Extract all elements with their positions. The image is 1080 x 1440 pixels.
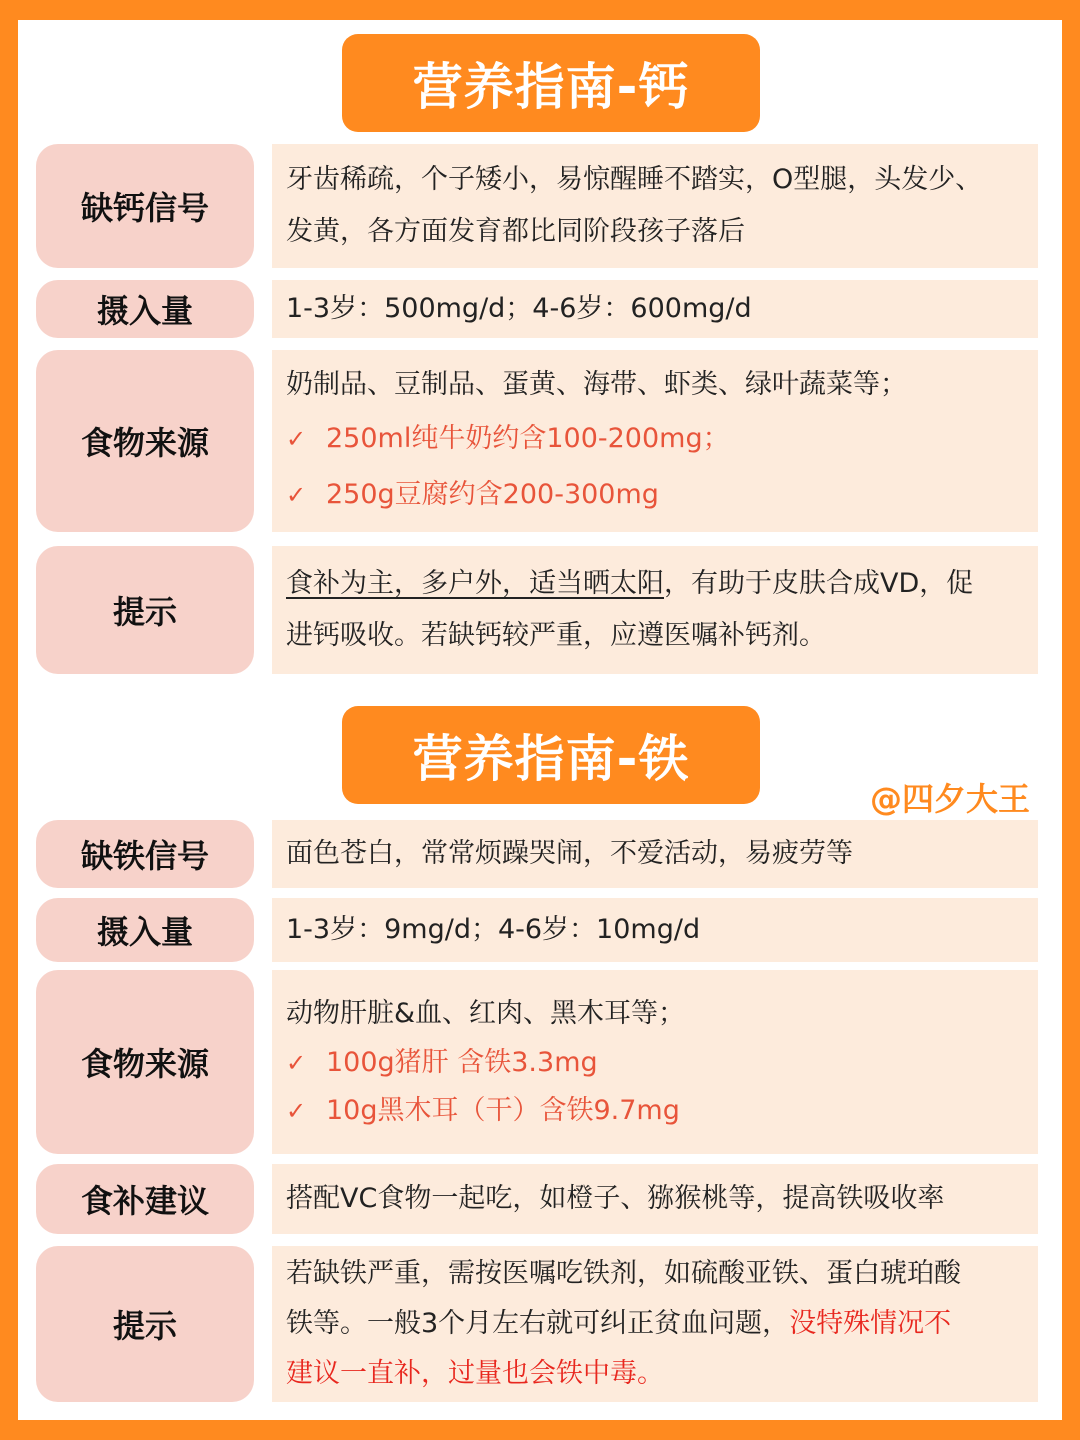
- calcium-food-label: 食物来源: [36, 350, 254, 532]
- calcium-signal-line-2: 发黄，各方面发育都比同阶段孩子落后: [286, 216, 745, 247]
- calcium-food-check-1: ✓ 250ml纯牛奶约含100-200mg；: [286, 411, 1024, 467]
- iron-food-content: [272, 970, 1038, 1154]
- iron-food-text: 动物肝脏&血、红肉、黑木耳等；: [286, 998, 686, 1029]
- calcium-intake-label: 摄入量: [36, 280, 254, 338]
- iron-intake-content: [272, 898, 1038, 962]
- check-icon: ✓: [286, 1049, 307, 1077]
- iron-food-label: 食物来源: [36, 970, 254, 1154]
- iron-intake-label: 摄入量: [36, 898, 254, 962]
- author-watermark: @四夕大王: [869, 780, 1030, 818]
- calcium-intake-content: [272, 280, 1038, 338]
- calcium-title: 营养指南-钙: [412, 58, 690, 116]
- iron-tip-warning-part-2: 建议一直补，过量也会铁中毒。: [286, 1358, 664, 1389]
- calcium-tip-content: [272, 546, 1038, 674]
- calcium-food-text: 奶制品、豆制品、蛋黄、海带、虾类、绿叶蔬菜等；: [286, 369, 907, 400]
- calcium-food-content: [272, 350, 1038, 532]
- calcium-tip-label: 提示: [36, 546, 254, 674]
- calcium-tip-line-1: 食补为主，多户外，适当晒太阳，有助于皮肤合成VD，促: [286, 568, 974, 599]
- check-icon: ✓: [286, 425, 307, 453]
- calcium-signal-content: [272, 144, 1038, 268]
- iron-title-badge: [342, 706, 760, 804]
- check-icon: ✓: [286, 481, 307, 509]
- calcium-signal-line-1: 牙齿稀疏，个子矮小，易惊醒睡不踏实，O型腿，头发少、: [286, 164, 983, 195]
- iron-food-check-1: ✓ 100g猪肝 含铁3.3mg: [286, 1039, 1024, 1087]
- calcium-signal-label: 缺钙信号: [36, 144, 254, 268]
- iron-signal-content: [272, 820, 1038, 888]
- check-icon: ✓: [286, 1097, 307, 1125]
- iron-title: 营养指南-铁: [412, 730, 690, 788]
- iron-tip-warning-part-1: 没特殊情况不: [789, 1308, 952, 1339]
- iron-tip-label: 提示: [36, 1246, 254, 1402]
- page-card: [18, 20, 1062, 1420]
- calcium-tip-line-2: 进钙吸收。若缺钙较严重，应遵医嘱补钙剂。: [286, 620, 826, 651]
- calcium-intake-text: 1-3岁：500mg/d；4-6岁：600mg/d: [286, 293, 752, 324]
- iron-advice-text: 搭配VC食物一起吃，如橙子、猕猴桃等，提高铁吸收率: [286, 1183, 945, 1214]
- iron-intake-text: 1-3岁：9mg/d；4-6岁：10mg/d: [286, 914, 701, 945]
- calcium-food-check-2: ✓ 250g豆腐约含200-300mg: [286, 467, 1024, 523]
- calcium-title-badge: [342, 34, 760, 132]
- iron-tip-line-2: 铁等。一般3个月左右就可纠正贫血问题，没特殊情况不: [286, 1308, 952, 1339]
- iron-signal-text: 面色苍白，常常烦躁哭闹，不爱活动，易疲劳等: [286, 838, 853, 869]
- iron-food-check-2: ✓ 10g黑木耳（干）含铁9.7mg: [286, 1087, 1024, 1135]
- calcium-tip-underlined: 食补为主，多户外，适当晒太阳: [286, 568, 664, 599]
- iron-advice-label: 食补建议: [36, 1164, 254, 1234]
- iron-advice-content: [272, 1164, 1038, 1234]
- iron-tip-content: [272, 1246, 1038, 1402]
- iron-tip-line-1: 若缺铁严重，需按医嘱吃铁剂，如硫酸亚铁、蛋白琥珀酸: [286, 1258, 961, 1289]
- iron-signal-label: 缺铁信号: [36, 820, 254, 888]
